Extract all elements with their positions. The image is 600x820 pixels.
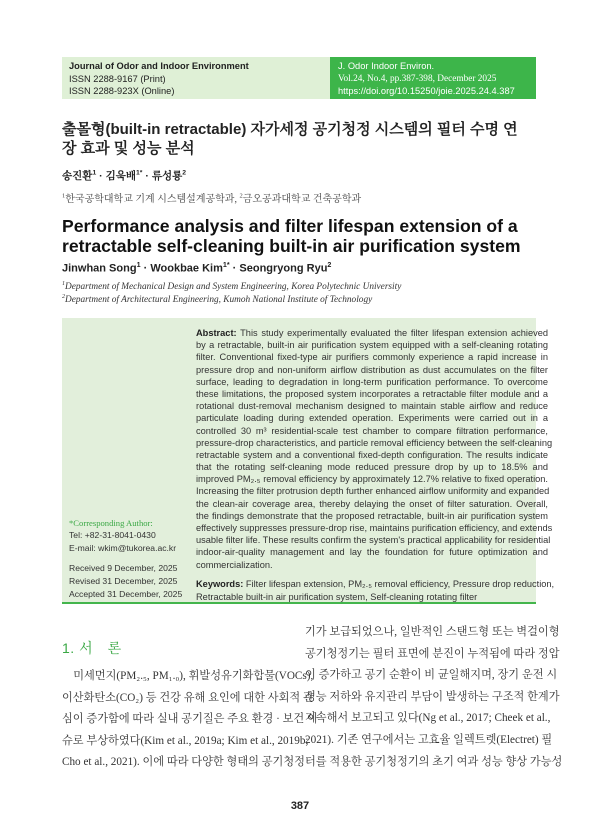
- body-line: [62, 666, 314, 688]
- affiliation-1: [62, 281, 401, 292]
- line-text: commercialization.: [196, 559, 273, 570]
- keywords-line: [196, 591, 548, 604]
- english-title: Performance analysis and filter lifespan extension of a retractable self-cleaning built-in air purification system: [62, 216, 521, 256]
- separator: ·: [140, 262, 151, 275]
- line-text: 미세먼지(PM₂.₅, PM₁.₀), 휘발성유기화합물(VOCs),: [62, 670, 314, 682]
- author-name: Jinwhan Song: [62, 262, 137, 275]
- line-text: surface, leading to degradation in long-term purification performance. To overcome: [196, 376, 548, 387]
- abstract-line: [196, 546, 548, 558]
- label: Keywords:: [196, 579, 244, 589]
- abstract-line: [196, 412, 548, 424]
- line-text: Filter lifespan extension, PM₂.₅ removal efficiency, Pressure drop reduction,: [243, 579, 555, 589]
- line-text: rotational dust-removal mechanism designed to maintain stable airflow and reduce: [196, 401, 548, 412]
- body-column-right: [305, 622, 563, 773]
- line-text: retractable system and a conventional fixed-depth configuration. The results indicate: [196, 449, 548, 460]
- body-column-left: [62, 666, 318, 774]
- line-text: the clean-air coverage area, thereby delaying the onset of filter saturation. Overall,: [196, 498, 548, 509]
- line-text: 기가 보급되었으나, 일반적인 스탠드형 또는 벽걸이형: [305, 626, 560, 638]
- abstract-line: [196, 461, 548, 473]
- line-text: these limitations, the proposed system incorporates a retractable filter module and a: [196, 388, 548, 399]
- author-mark: 2: [327, 261, 332, 269]
- abstract-line: [196, 510, 548, 522]
- line-text: filter. Conventional fixed-type air purifiers commonly experience a rapid increase in: [196, 352, 548, 363]
- label: Abstract:: [196, 328, 237, 338]
- abstract-line: [196, 559, 548, 571]
- line-text: This study experimentally evaluated the filter lifespan extension achieved: [236, 328, 548, 338]
- author-mark: 2: [182, 169, 187, 177]
- body-line: [305, 730, 553, 752]
- abstract-line: [196, 339, 548, 351]
- line-text: Increasing the filter protrusion depth further enhanced airflow uniformity and expanded: [196, 486, 550, 497]
- abstract-line: [196, 400, 548, 412]
- line-text: usable filter life. These results confirm the system's practical applicability for residential: [196, 535, 551, 546]
- line-text: indoor-air-quality management and lay the foundation for future optimization and: [196, 547, 548, 558]
- line-text: Cho et al., 2021). 이에 따라 다양한 형태의 공기청정: [62, 756, 305, 769]
- line-text: the findings demonstrate that the proposed retractable, built-in air purification system: [196, 510, 548, 521]
- line-text: 터를 적용한 공기청정기의 초기 여과 성능 향상 가능성: [305, 755, 563, 768]
- body-line: [305, 752, 563, 774]
- affiliation: Department of Architectural Engineering, Kumoh National Institute of Technology: [65, 295, 373, 306]
- affiliation-2: [62, 294, 372, 305]
- affil-mark: 2: [239, 192, 243, 200]
- body-line: [305, 708, 551, 730]
- affiliation: Department of Mechanical Design and System Engineering, Korea Polytechnic University: [65, 282, 402, 293]
- affiliation: 금오공과대학교 건축공학과: [242, 194, 362, 205]
- line-text: particulate loading during extended operation. Experiments were carried out in a: [196, 413, 548, 424]
- line-text: 공기청정기는 필터 표면에 분진이 누적됨에 따라 정압: [305, 647, 560, 660]
- affiliation: 한국공학대학교 기계 시스템설계공학과,: [65, 194, 240, 205]
- body-line: [62, 752, 305, 774]
- separator: ·: [142, 170, 152, 182]
- abstract-line: [196, 485, 548, 497]
- abstract-line: [196, 376, 548, 388]
- line-text: controlled 30 m³ residential-scale test chamber to compare filtration performance,: [196, 425, 548, 436]
- received-date: Received 9 December, 2025: [69, 563, 178, 573]
- abstract-text: [196, 327, 553, 571]
- abstract-line: [196, 425, 548, 437]
- journal-name: Journal of Odor and Indoor Environment: [69, 61, 249, 71]
- line-text: pressure drop and non-uniform airflow distribution as dust accumulates on the filter: [196, 364, 548, 375]
- separator: ·: [96, 170, 106, 182]
- corresponding-label: *Corresponding Author:: [69, 518, 153, 528]
- author-mark: 1: [92, 169, 97, 177]
- line-text: by a retractable, built-in air purification system equipped with a self-cleaning rotating: [196, 340, 548, 351]
- doi-link[interactable]: https://doi.org/10.15250/joie.2025.24.4.387: [338, 86, 515, 96]
- affil-mark: 1: [62, 281, 66, 287]
- tel: Tel: +82-31-8041-0430: [69, 530, 156, 540]
- body-line: [305, 665, 558, 687]
- section-heading: 1. 서 론: [62, 640, 122, 656]
- email[interactable]: E-mail: wkim@tukorea.ac.kr: [69, 543, 177, 553]
- author-mark: 1: [136, 261, 141, 269]
- body-line: [305, 622, 560, 644]
- body-line: [62, 709, 318, 731]
- line-text: effectively suppresses pressure-drop rise, maintains purification efficiency, and extends: [196, 523, 553, 533]
- journal-info-panel: [62, 57, 330, 99]
- author-name: 류성룡: [151, 170, 183, 182]
- line-text: improved PM₂.₅ removal efficiency by approximately 12.7% relative to fixed operation.: [196, 474, 548, 485]
- author-name: 송진환: [62, 170, 93, 182]
- issn-print: ISSN 2288-9167 (Print): [69, 73, 166, 84]
- citation-panel: [330, 57, 536, 99]
- abstract-line: [196, 388, 548, 400]
- author-mark: 1*: [222, 261, 230, 269]
- abstract-line: [196, 449, 548, 461]
- revised-date: Revised 31 December, 2025: [69, 576, 178, 586]
- body-line: [305, 687, 560, 709]
- line-text: 2021). 기존 연구에서는 고효율 일렉트렛(Electret) 필: [305, 733, 553, 746]
- issn-online: ISSN 2288-923X (Online): [69, 86, 175, 96]
- abstract-line: [196, 498, 548, 510]
- affil-mark: 2: [62, 294, 66, 300]
- keywords-line: [196, 578, 555, 591]
- korean-affiliations: [62, 190, 361, 205]
- line-text: 성능 저하와 유지관리 부담이 발생하는 구조적 한계가: [305, 690, 560, 703]
- accepted-date: Accepted 31 December, 2025: [69, 589, 183, 599]
- line-text: 이 증가하고 공기 순환이 비 균일해지며, 장기 운전 시: [305, 669, 558, 682]
- line-text: 지속해서 보고되고 있다(Ng et al., 2017; Cheek et al.,: [305, 712, 551, 725]
- abstract-line: [196, 351, 548, 363]
- abstract-line: [196, 534, 551, 546]
- line-text: 심이 증가함에 따라 실내 공기질은 주요 환경 · 보건 이: [62, 713, 318, 726]
- page-number: 387: [290, 800, 310, 812]
- abstract-box: [62, 318, 555, 604]
- korean-title: 출몰형(built-in retractable) 자가세정 공기청정 시스템의 필터 수명 연장 효과 및 성능 분석: [62, 121, 518, 157]
- keywords: [196, 578, 555, 604]
- abstract-line: [196, 327, 548, 339]
- abstract-line: [196, 473, 548, 485]
- body-line: [62, 688, 314, 710]
- body-line: [62, 731, 309, 753]
- author-name: 김욱배: [105, 170, 137, 182]
- affil-mark: 1: [62, 192, 66, 200]
- journal-abbrev: J. Odor Indoor Environ.: [338, 61, 435, 71]
- line-text: pressure-drop characteristics, and particle removal efficiency between the self-cleaning: [196, 437, 553, 448]
- abstract-line: [196, 522, 553, 534]
- abstract-line: [196, 364, 548, 376]
- volume-info: Vol.24, No.4, pp.387-398, December 2025: [338, 73, 497, 84]
- line-text: 이산화탄소(CO₂) 등 건강 유해 요인에 대한 사회적 관: [62, 691, 314, 704]
- author-mark: 1*: [136, 169, 143, 177]
- body-line: [305, 644, 560, 666]
- abstract-line: [196, 437, 553, 449]
- author-name: Seongryong Ryu: [239, 262, 328, 275]
- english-authors: [62, 261, 331, 275]
- author-name: Wookbae Kim: [150, 262, 223, 275]
- line-text: that the rotating self-cleaning mode reduced pressure drop by up to 18.5% and: [196, 462, 548, 473]
- line-text: Retractable built-in air purification system, Self-cleaning rotating filter: [196, 592, 478, 602]
- korean-authors: [62, 168, 186, 183]
- separator: ·: [229, 262, 240, 275]
- line-text: 슈로 부상하였다(Kim et al., 2019a; Kim et al., 2019b;: [62, 734, 309, 747]
